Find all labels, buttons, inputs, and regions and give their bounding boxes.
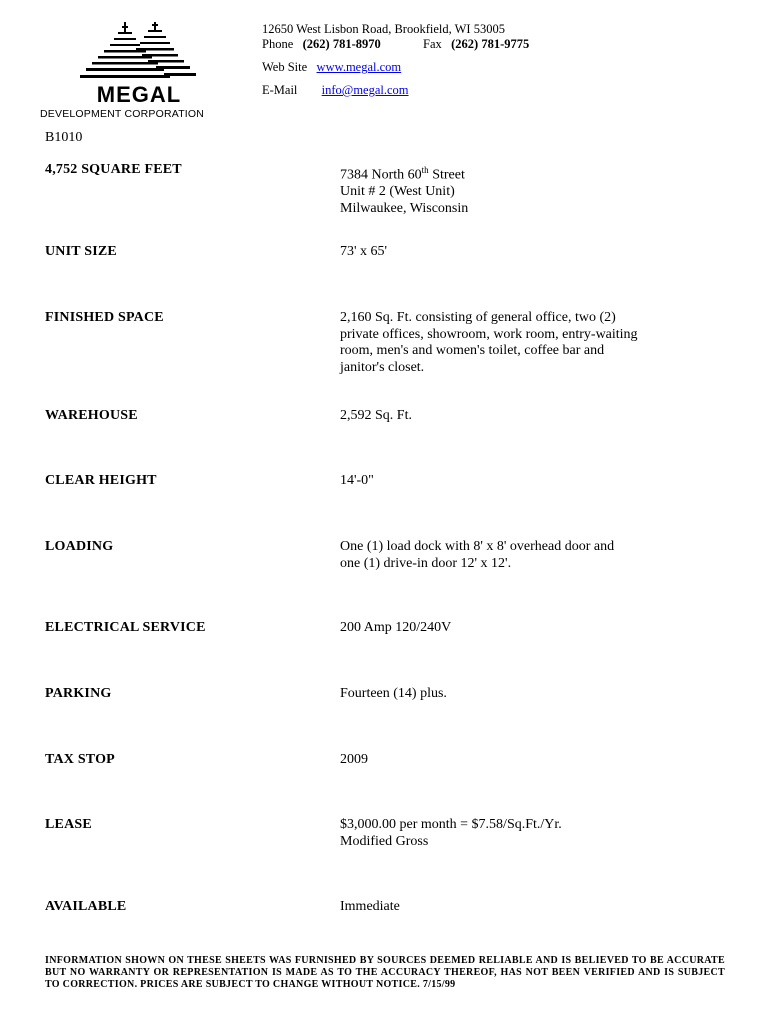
spec-label: ELECTRICAL SERVICE bbox=[45, 620, 206, 635]
email-link[interactable]: info@megal.com bbox=[321, 83, 409, 97]
spec-label: PARKING bbox=[45, 686, 112, 701]
website-link[interactable]: www.megal.com bbox=[316, 60, 402, 74]
spec-label: AVAILABLE bbox=[45, 899, 127, 914]
spec-label: LOADING bbox=[45, 539, 114, 554]
logo-subtitle: DEVELOPMENT CORPORATION bbox=[40, 108, 205, 120]
phone-label: Phone bbox=[262, 37, 294, 51]
spec-value: 73' x 65' bbox=[340, 244, 388, 259]
spec-value: 2,592 Sq. Ft. bbox=[340, 408, 412, 423]
fax-number: (262) 781-9775 bbox=[451, 37, 530, 51]
contact-info bbox=[262, 22, 529, 98]
disclaimer: INFORMATION SHOWN ON THESE SHEETS WAS FURNISHED BY SOURCES DEEMED RELIABLE AND IS BELIEVED TO BE ACCURATE BUT NO WARRANTY OR REPRESENTATION IS MADE AS TO THE ACCURACY THEREOF, HAS NOT BEEN VERIFIED AND IS SUBJECT TO CORRECTION. PRICES ARE SUBJECT TO CHANGE WITHOUT NOTICE. 7/15/99 bbox=[45, 955, 725, 990]
spec-value: $3,000.00 per month = $7.58/Sq.Ft./Yr. Modified Gross bbox=[340, 817, 562, 849]
spec-value: Fourteen (14) plus. bbox=[340, 686, 447, 701]
company-address: 12650 West Lisbon Road, Brookfield, WI 53005 bbox=[262, 22, 505, 36]
spec-label: WAREHOUSE bbox=[45, 408, 138, 423]
spec-label: FINISHED SPACE bbox=[45, 310, 164, 325]
mountain-logo-icon bbox=[78, 22, 198, 84]
spec-label: CLEAR HEIGHT bbox=[45, 473, 157, 488]
spec-value: 200 Amp 120/240V bbox=[340, 620, 452, 635]
spec-value: One (1) load dock with 8' x 8' overhead door and one (1) drive-in door 12' x 12'. bbox=[340, 539, 615, 571]
fax-label: Fax bbox=[423, 37, 442, 51]
phone-number: (262) 781-8970 bbox=[302, 37, 381, 51]
spec-label: LEASE bbox=[45, 817, 92, 832]
listing-id: B1010 bbox=[45, 130, 83, 145]
email-label: E-Mail bbox=[262, 83, 298, 97]
email-row bbox=[262, 83, 529, 98]
spec-value: 2,160 Sq. Ft. consisting of general office, two (2) private offices, showroom, work room, entry-waiting room, men's and women's toilet, coffee bar and janitor's closet. bbox=[340, 310, 638, 375]
logo-wordmark: MEGAL bbox=[96, 82, 182, 107]
spec-value: 2009 bbox=[340, 752, 368, 767]
website-row bbox=[262, 60, 529, 75]
spec-label: TAX STOP bbox=[45, 752, 115, 767]
spec-value: Immediate bbox=[340, 899, 400, 914]
phone-fax-row bbox=[262, 37, 529, 52]
spec-label: 4,752 SQUARE FEET bbox=[45, 162, 182, 177]
property-address: 7384 North 60th Street Unit # 2 (West Unit) Milwaukee, Wisconsin bbox=[340, 165, 469, 216]
website-label: Web Site bbox=[262, 60, 308, 74]
spec-value: 14'-0" bbox=[340, 473, 374, 488]
company-logo bbox=[38, 22, 238, 122]
spec-label: UNIT SIZE bbox=[45, 244, 117, 259]
